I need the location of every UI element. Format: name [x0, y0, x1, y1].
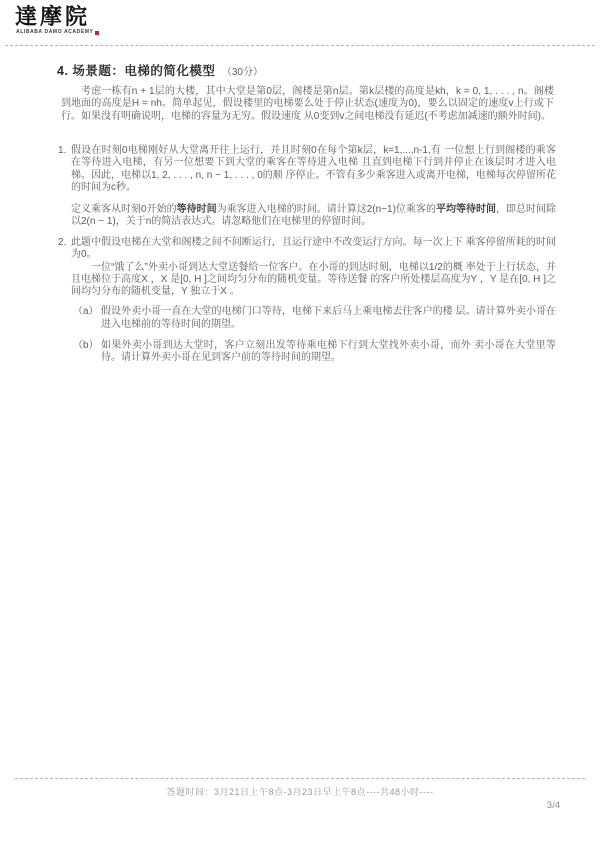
sub-item-label: （b） [73, 340, 99, 352]
bottom-divider [15, 778, 585, 779]
logo-subtitle-text: ALIBABA DAMO ACADEMY [16, 29, 94, 35]
item2-paragraph-1: 此题中假设电梯在大堂和阁楼之间不间断运行，且运行途中不改变运行方向。每一次上下 乘客停留所耗的时间为0。 [71, 237, 556, 261]
keyword-average-waiting-time: 平均等待时间 [435, 204, 496, 216]
intro-paragraph: 考虑一栋有n + 1层的大楼，其中大堂是第0层，阁楼是第n层。第k层楼的高度是kh，k = 0, 1, . . . , n。阁楼到地面的高度是H = nh。简单起见，假设楼里的电梯要么处于停止状态(速度为0)，要么以固定的速度v上行或下行。如果没有明确说明，电梯的容量为无穷。假设速度 从0变到v之间电梯没有延迟(不考虑加减速的额外时间)。 [61, 86, 554, 122]
brand-logo [15, 5, 99, 35]
problem-item-1 [58, 145, 556, 229]
logo-subtitle-row [16, 30, 99, 35]
problem-points: （30分） [221, 67, 263, 78]
sub-item-b [71, 340, 556, 365]
problem-item-2 [58, 237, 556, 365]
item-body [71, 145, 556, 229]
sub-item-text: 如果外卖小哥到达大堂时，客户立刻出发等待乘电梯下行到大堂找外卖小哥，而外 卖小哥在大堂里等待。请计算外卖小哥在见到客户前的等待时间的期望。 [101, 340, 556, 364]
text-segment: ，即总时间除以2(n − 1)，关于n的简洁表达式。请忽略他们在电梯里的停留时间。 [71, 204, 557, 228]
item-number: 1. [58, 145, 67, 156]
problem-title-text: 4. 场景题：电梯的简化模型 [57, 64, 216, 78]
page-title [57, 61, 263, 80]
item1-paragraph-2 [71, 204, 556, 229]
sub-item-label: （a） [73, 306, 99, 318]
item1-paragraph-1: 假设在时刻0电梯刚好从大堂离开往上运行，并且时刻0在每个第k层，k=1,...,n-1,有 一位想上行到阁楼的乘客在等待进入电梯，有另一位想要下到大堂的乘客在等待进入电梯 且直到电梯下行到并停止在该层时才进入电梯。因此，电梯以1, 2, . . . , n, n − 1, . . . , 0的顺 序停止。不管有多少乘客进入或离开电梯，电梯每次停留所花的时间为c秒。 [71, 145, 556, 193]
item2-paragraph-2: 一位“饿了么”外卖小哥到达大堂送餐给一位客户。在小哥的到达时刻，电梯以1/2的概 率处于上行状态，并且电梯位于高度X ，X 是[0, H ]之间均匀分布的随机变量。等待送餐 的客户所处楼层高度为Y ，Y 是在[0, H ]之间均匀分布的随机变量，Y 独立于X 。 [71, 261, 556, 298]
text-segment: 为乘客进入电梯的时间。请计算这2(n−1)位乘客的 [216, 204, 436, 216]
footer-answer-time: 答题时间：3月21日上午8点-3月23日早上午8点----共48小时---- [166, 787, 434, 797]
keyword-waiting-time: 等待时间 [176, 204, 217, 216]
sub-item-a [71, 306, 556, 331]
text-segment: 定义乘客从时刻0开始的 [71, 204, 177, 216]
top-divider [5, 45, 595, 46]
item-body [71, 237, 556, 365]
logo-brand-text: 達摩院 [15, 4, 91, 30]
item-number: 2. [58, 237, 67, 248]
page-number: 3/4 [546, 800, 560, 811]
sub-item-text: 假设外卖小哥一直在大堂的电梯门口等待，电梯下来后马上乘电梯去往客户的楼 层。请计算外卖小哥在进入电梯前的等待时间的期望。 [101, 306, 556, 330]
red-seal-icon [95, 31, 99, 35]
